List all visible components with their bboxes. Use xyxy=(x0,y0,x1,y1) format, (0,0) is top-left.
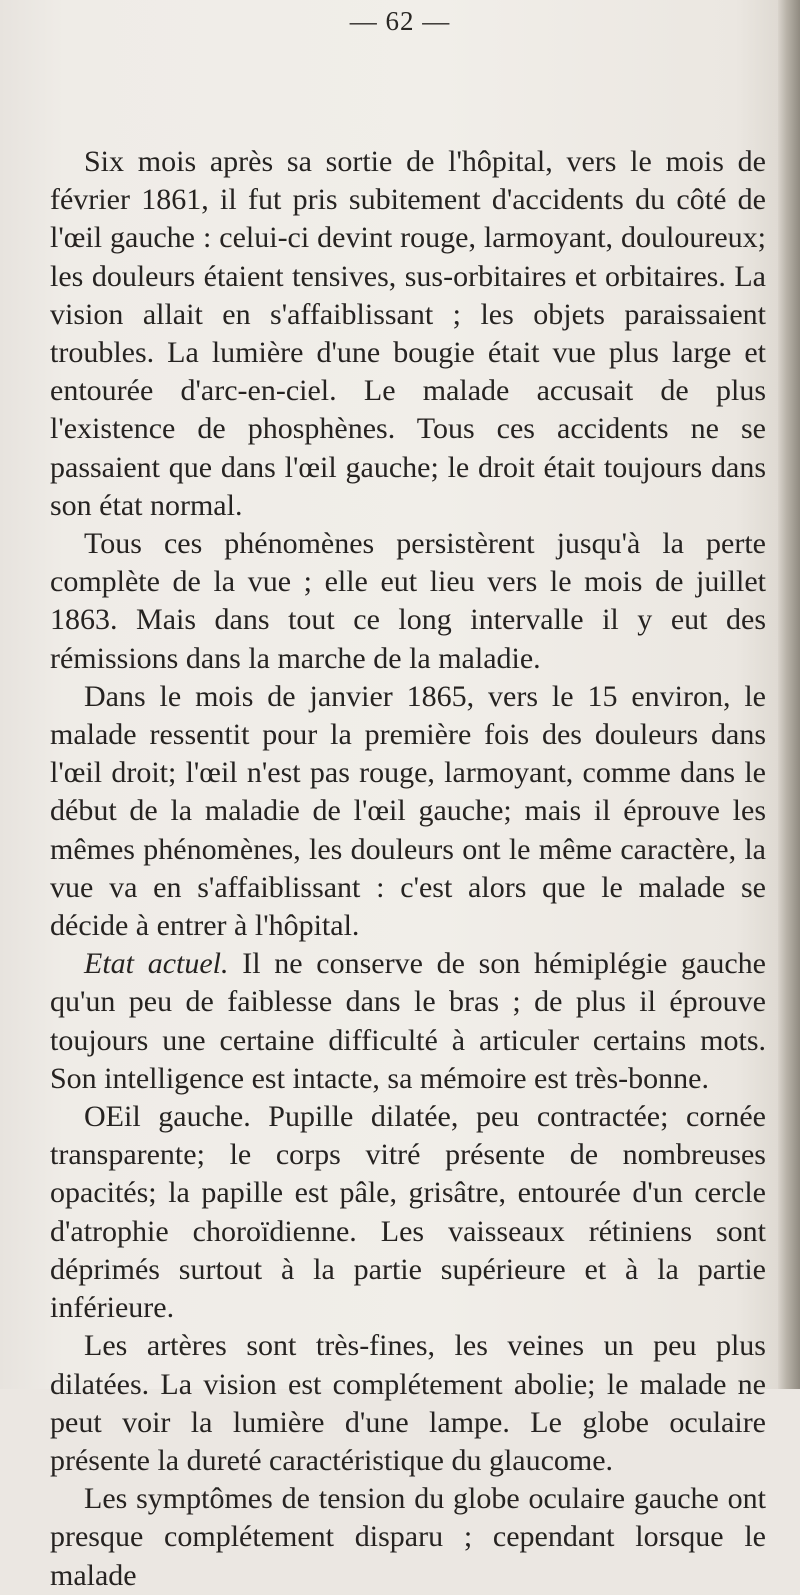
section-heading: Etat actuel. xyxy=(84,947,229,981)
paragraph: Les symptômes de tension du globe oculaire gauche ont presque complétement disparu ; cependant lorsque le malade xyxy=(50,1482,766,1592)
page-edge xyxy=(778,0,800,1389)
body-text xyxy=(50,143,766,1595)
paragraph: OEil gauche. Pupille dilatée, peu contractée; cornée transparente; le corps vitré présente de nombreuses opacités; la papille est pâle, grisâtre, entourée d'un cercle d'atrophie choroïdienne. Les vaisseaux rétiniens sont déprimés surtout à la partie supérieure et à la partie inférieure. xyxy=(50,1100,766,1325)
paragraph-text: Il ne conserve de son hémiplégie gauche qu'un peu de faiblesse dans le bras ; de plus il éprouve toujours une certaine difficulté à articuler certains mots. Son intelligence est intacte, sa mémoire est très-bonne. xyxy=(50,947,766,1095)
paragraph: Dans le mois de janvier 1865, vers le 15 environ, le malade ressentit pour la première fois des douleurs dans l'œil droit; l'œil n'est pas rouge, larmoyant, comme dans le début de la maladie de l'œil gauche; mais il éprouve les mêmes phénomènes, les douleurs ont le même caractère, la vue va en s'affaiblissant : c'est alors que le malade se décide à entrer à l'hôpital. xyxy=(50,679,766,943)
paragraph xyxy=(50,945,766,1098)
paragraph: Six mois après sa sortie de l'hôpital, vers le mois de février 1861, il fut pris subitement d'accidents du côté de l'œil gauche : celui-ci devint rouge, larmoyant, douloureux; les douleurs étaient tensives, sus-orbitaires et orbitaires. La vision allait en s'affaiblissant ; les objets paraissaient troubles. La lumière d'une bougie était vue plus large et entourée d'arc-en-ciel. Le malade accusait de plus l'existence de phosphènes. Tous ces accidents ne se passaient que dans l'œil gauche; le droit était toujours dans son état normal. xyxy=(50,145,766,522)
paragraph: Les artères sont très-fines, les veines un peu plus dilatées. La vision est complétement abolie; le malade ne peut voir la lumière d'une lampe. Le globe oculaire présente la dureté caractéristique du glaucome. xyxy=(50,1329,766,1477)
paragraph: Tous ces phénomènes persistèrent jusqu'à la perte complète de la vue ; elle eut lieu vers le mois de juillet 1863. Mais dans tout ce long intervalle il y eut des rémissions dans la marche de la maladie. xyxy=(50,527,766,675)
page-number: — 62 — xyxy=(349,6,451,36)
